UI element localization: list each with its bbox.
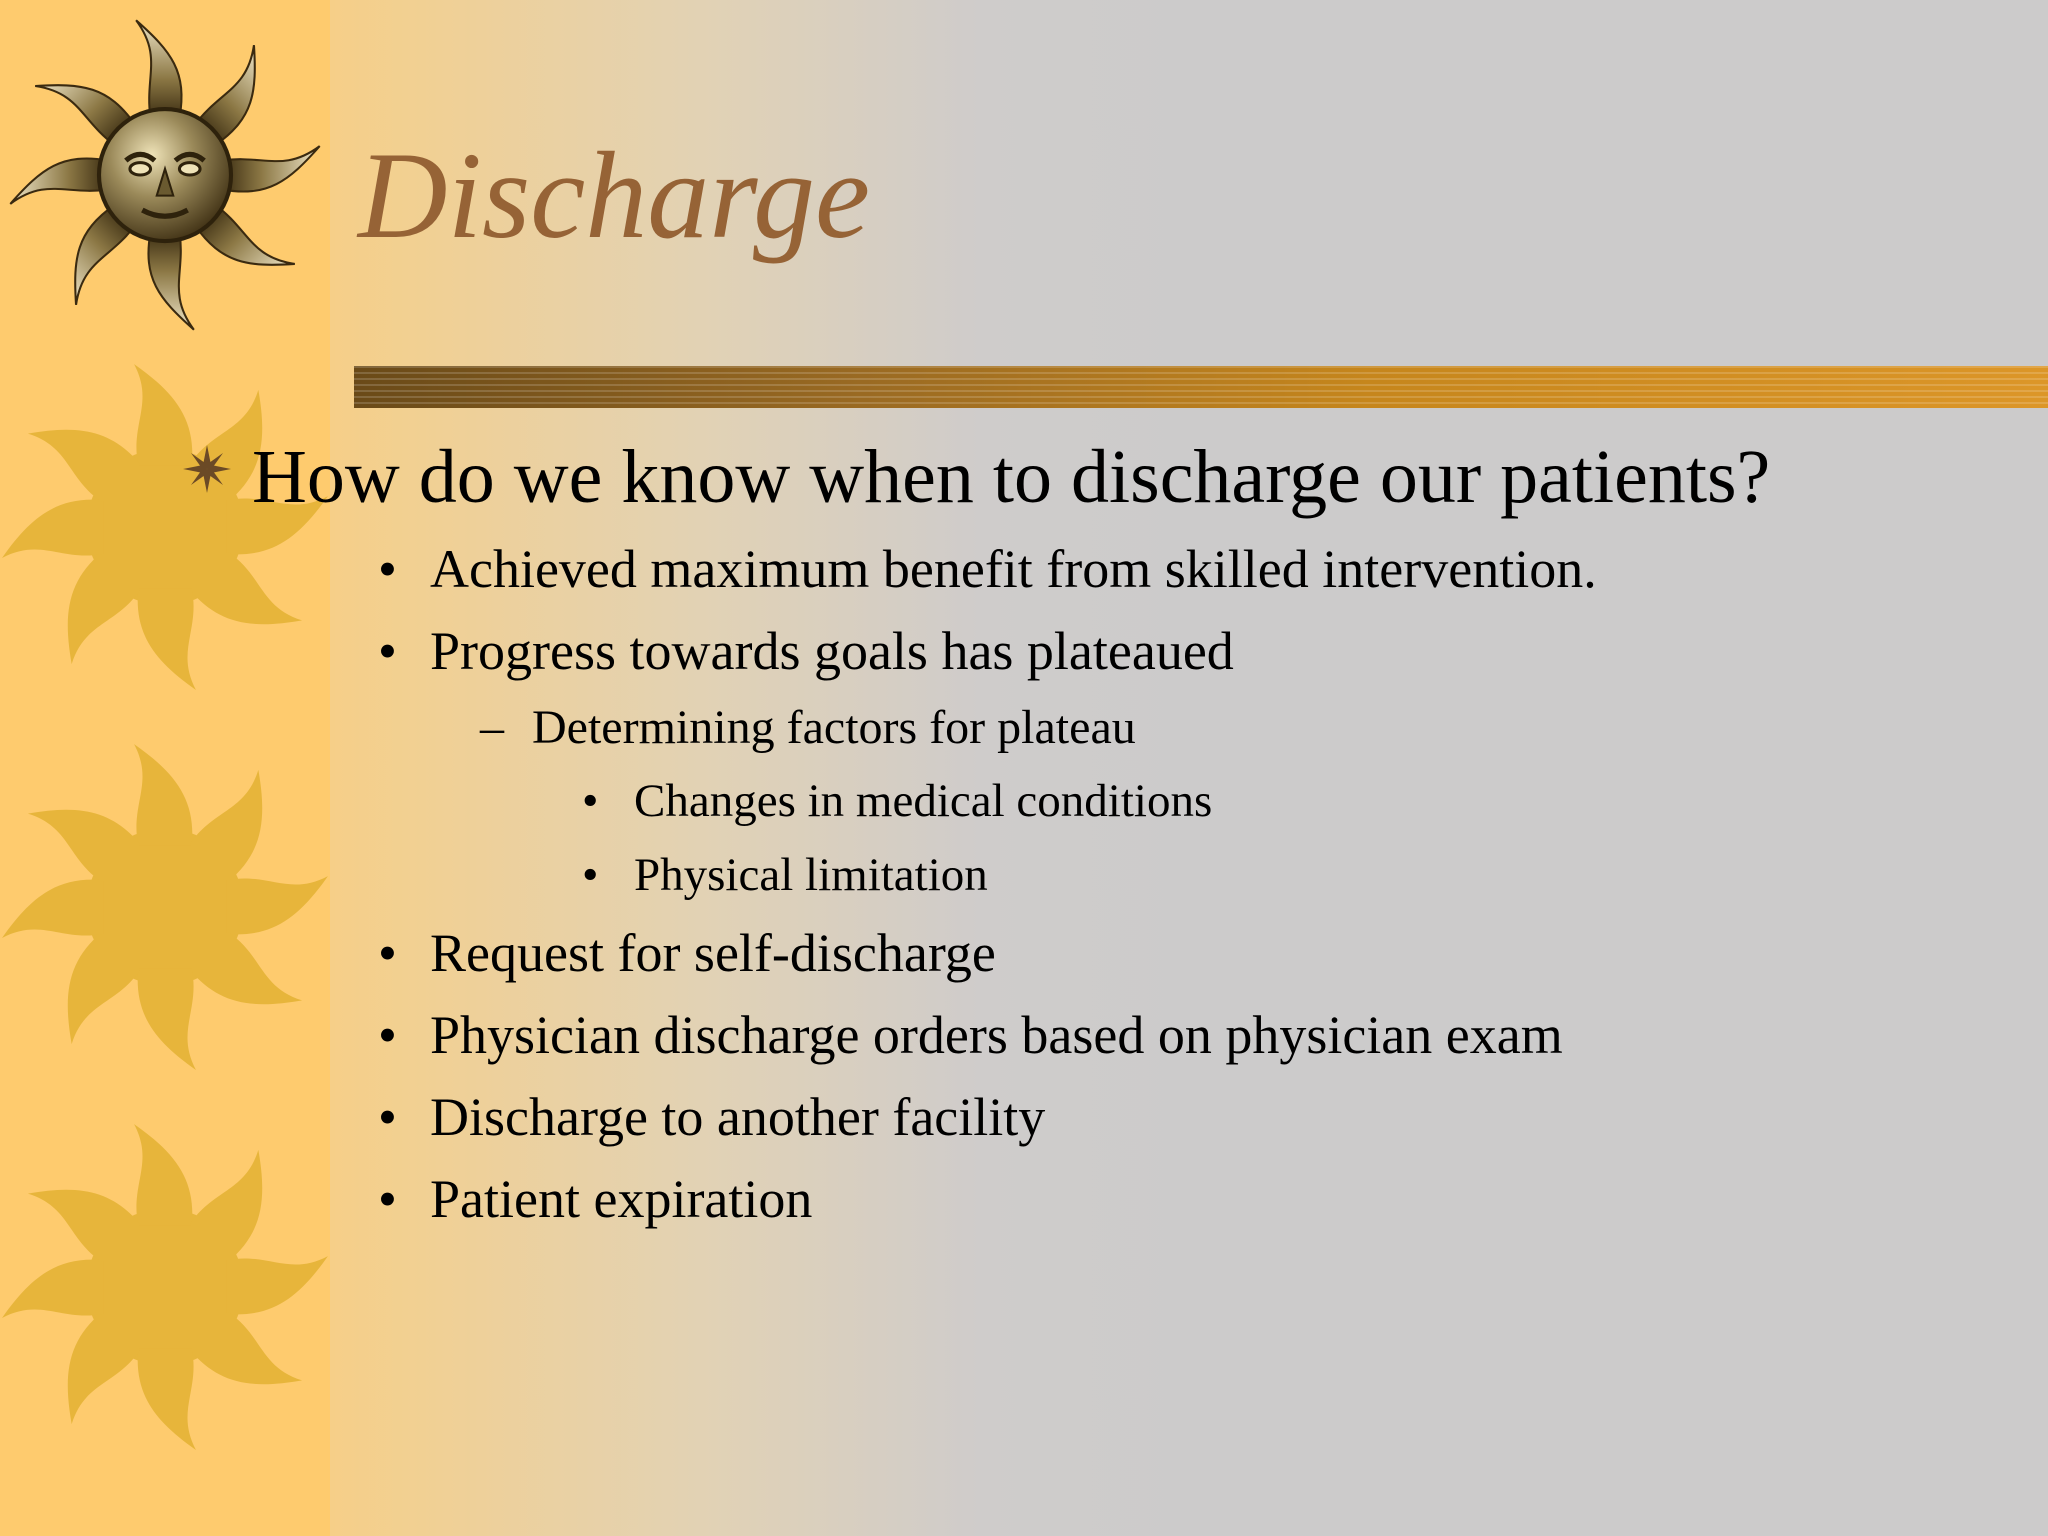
bullet-mark: • (378, 1005, 397, 1065)
bullet-mark: • (378, 923, 397, 983)
bullet-item: Discharge to another facility (430, 1087, 1046, 1147)
star-bullet-icon (182, 444, 232, 494)
bullet-mark: • (582, 775, 599, 827)
sub-bullet-item: Determining factors for plateau (532, 701, 1136, 754)
bullet-item: Patient expiration (430, 1169, 813, 1229)
bullet-item: Physician discharge orders based on physician exam (430, 1005, 1563, 1065)
sub-sub-bullet-item: Changes in medical conditions (634, 775, 1213, 827)
bullet-mark: • (378, 539, 397, 599)
bullet-mark: • (378, 1087, 397, 1147)
bullet-item: Progress towards goals has plateaued (430, 621, 1234, 681)
bullet-item: Achieved maximum benefit from skilled intervention. (430, 539, 1597, 599)
bullet-item: Request for self-discharge (430, 923, 996, 983)
sub-sub-bullet-item: Physical limitation (634, 849, 988, 901)
bullet-mark: • (378, 621, 397, 681)
main-question: How do we know when to discharge our patients? (252, 435, 1771, 519)
bullet-mark: • (582, 849, 599, 901)
dash-mark: – (480, 701, 504, 754)
bullet-mark: • (378, 1169, 397, 1229)
slide-title: Discharge (358, 127, 870, 264)
